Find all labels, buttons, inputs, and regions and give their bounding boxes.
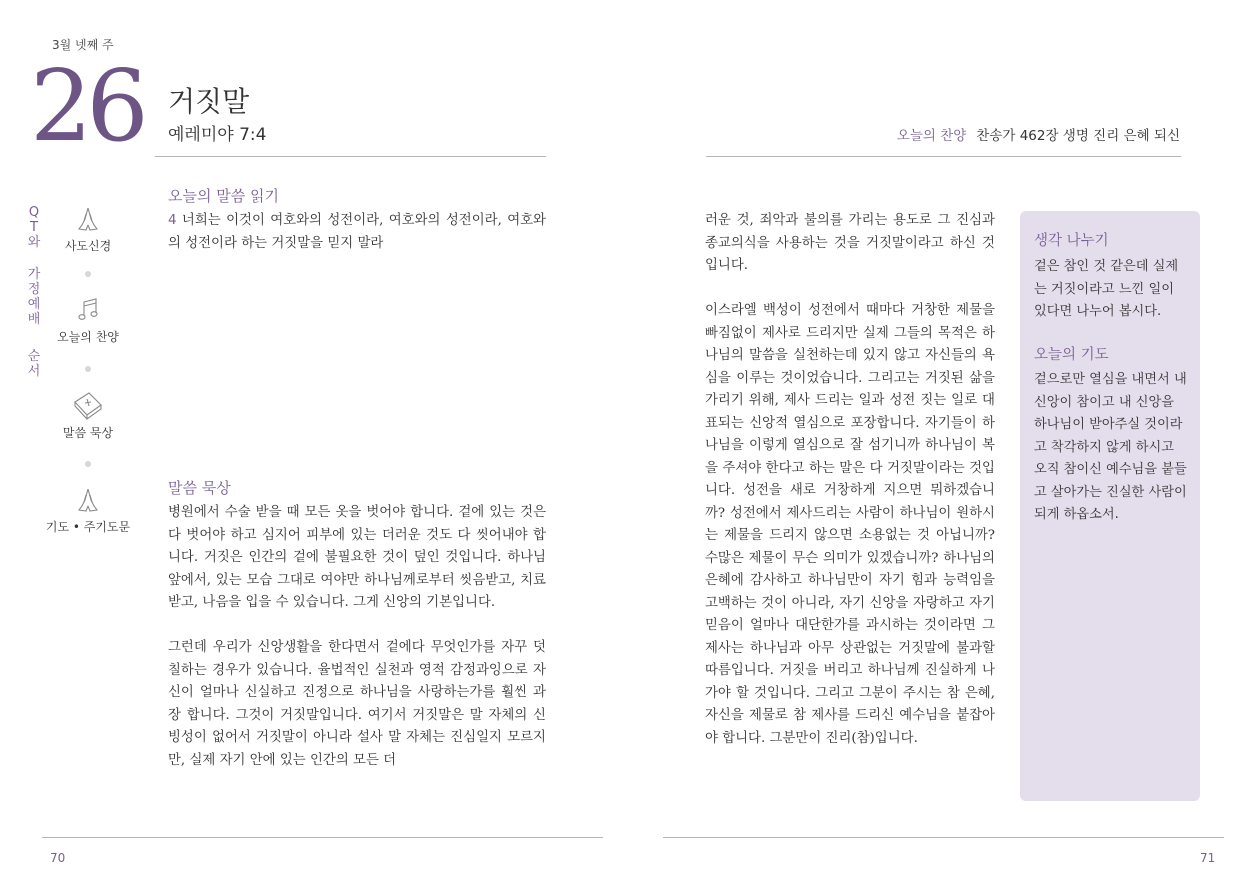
sharing-heading: 생각 나누기 xyxy=(1034,233,1109,249)
sidebar-item-todays-praise xyxy=(40,296,136,345)
sharing-text: 겉은 참인 것 같은데 실제는 거짓이라고 느낀 일이 있다면 나누어 봅시다. xyxy=(1034,259,1179,319)
meditation-body xyxy=(168,502,546,772)
sidebar-item-prayer xyxy=(40,486,136,535)
meditation-paragraph: 그런데 우리가 신앙생활을 한다면서 겉에다 무엇인가를 자꾸 덧칠하는 경우가 있습니다. 율법적인 실천과 영적 감정과잉으로 자신이 얼마나 신실하고 진정으로 하나님을 사랑하는가를 훨씬 과장 합니다. 그것이 거짓말입니다. 여기서 거짓말은 말 자체의 신빙성이 없어서 거짓말이 아니라 설사 말 자체는 진심일지 모르지만, 실제 자기 안에 있는 인간의 모든 더 xyxy=(168,640,546,768)
header-divider-right xyxy=(706,156,1181,157)
meditation-heading: 말씀 묵상 xyxy=(168,479,231,497)
verse-number: 4 xyxy=(168,213,177,228)
verse-text-block xyxy=(168,210,546,255)
sidebar-item-label: 사도신경 xyxy=(64,239,112,253)
prayer-heading: 오늘의 기도 xyxy=(1034,347,1109,363)
praying-hands-icon xyxy=(74,486,102,514)
sidebar-item-label: 오늘의 찬양 xyxy=(57,330,119,344)
footer-divider-left xyxy=(42,837,603,838)
sidebar-dot xyxy=(85,461,91,467)
reflection-box xyxy=(1020,211,1200,801)
prayer-text: 겉으로만 열심을 내면서 내 신앙이 참이고 내 신앙을 하나님이 받아주실 것이라고 착각하지 않게 하시고 오직 참이신 예수님을 붙들고 살아가는 진실한 사람이 되게 하옵소서. xyxy=(1034,372,1187,522)
week-label: 3월 넷째 주 xyxy=(52,38,114,52)
sidebar-item-label: 기도 • 주기도문 xyxy=(45,520,131,534)
music-note-icon xyxy=(74,296,102,324)
page-number-right: 71 xyxy=(1200,851,1216,865)
continuation-paragraph: 러운 것, 죄악과 불의를 가리는 용도로 그 진심과 종교의식을 사용하는 것을 거짓말이라고 하신 것입니다. xyxy=(705,213,995,273)
header-divider-left xyxy=(155,156,546,157)
page-number-left: 70 xyxy=(50,851,66,865)
page-title: 거짓말 xyxy=(168,85,250,118)
sidebar-dot xyxy=(85,271,91,277)
meditation-paragraph: 병원에서 수술 받을 때 모든 옷을 벗어야 합니다. 겉에 있는 것은 다 벗어야 하고 심지어 피부에 있는 더러운 것도 다 씻어내야 합니다. 거짓은 인간의 겉에 불필요한 것이 덮인 것입니다. 하나님 앞에서, 있는 모습 그대로 여야만 하나님께로부터 씻음받고, 치료받고, 나음을 입을 수 있습니다. 그게 신앙의 기본입니다. xyxy=(168,505,546,610)
praise-label: 오늘의 찬양 xyxy=(896,128,967,144)
sidebar-item-label: 말씀 묵상 xyxy=(62,426,114,440)
footer-divider-right xyxy=(663,837,1224,838)
todays-praise xyxy=(897,124,1180,144)
praise-hymn: 찬송가 462장 생명 진리 은혜 되신 xyxy=(976,128,1180,144)
reading-heading: 오늘의 말씀 읽기 xyxy=(168,187,279,205)
vertical-label-worship: 가 정 예 배 xyxy=(27,267,41,327)
verse-text: 너희는 이것이 여호와의 성전이라, 여호와의 성전이라, 여호와의 성전이라 하는 거짓말을 믿지 말라 xyxy=(168,213,546,251)
vertical-label-qt: Q T 와 xyxy=(27,205,41,250)
vertical-label-order: 순 서 xyxy=(27,349,41,379)
praying-hands-icon xyxy=(74,205,102,233)
sidebar-item-meditation xyxy=(40,390,136,441)
continuation-body xyxy=(705,210,995,750)
sidebar-dot xyxy=(85,366,91,372)
scripture-reference: 예레미야 7:4 xyxy=(168,125,267,145)
continuation-paragraph: 이스라엘 백성이 성전에서 때마다 거창한 제물을 빠짐없이 제사로 드리지만 실제 그들의 목적은 하나님의 말씀을 실천하는데 있지 않고 자신들의 욕심을 이루는 것이었습니다. 그리고는 거짓된 삶을 가리기 위해, 제사 드리는 일과 성전 짓는 일로 대표되는 신앙적 열심으로 포장합니다. 자기들이 하나님을 이렇게 열심으로 잘 섬기니까 하나님이 복을 주셔야 한다고 하는 말은 다 거짓말이라는 것입니다. 성전을 새로 거창하게 지으면 뭐하겠습니까? 성전에서 제사드리는 사람이 하나님이 원하시는 제물을 드리지 않으면 소용없는 것 아닙니까? 수많은 제물이 무슨 의미가 있겠습니까? 하나님의 은혜에 감사하고 하나님만이 자기 힘과 능력임을 고백하는 것이 아니라, 자기 신앙을 자랑하고 자기 믿음이 얼마나 대단한가를 과시하는 것이라면 그 제사는 하나님과 아무 상관없는 거짓말에 불과할 따름입니다. 거짓을 버리고 하나님께 진실하게 나가야 할 것입니다. 그리고 그분이 주시는 참 은혜, 자신을 제물로 참 제사를 드리신 예수님을 붙잡아야 합니다. 그분만이 진리(참)입니다. xyxy=(705,303,995,746)
day-number: 26 xyxy=(30,50,143,164)
bible-icon xyxy=(72,390,104,420)
sidebar-item-apostles-creed xyxy=(40,205,136,254)
